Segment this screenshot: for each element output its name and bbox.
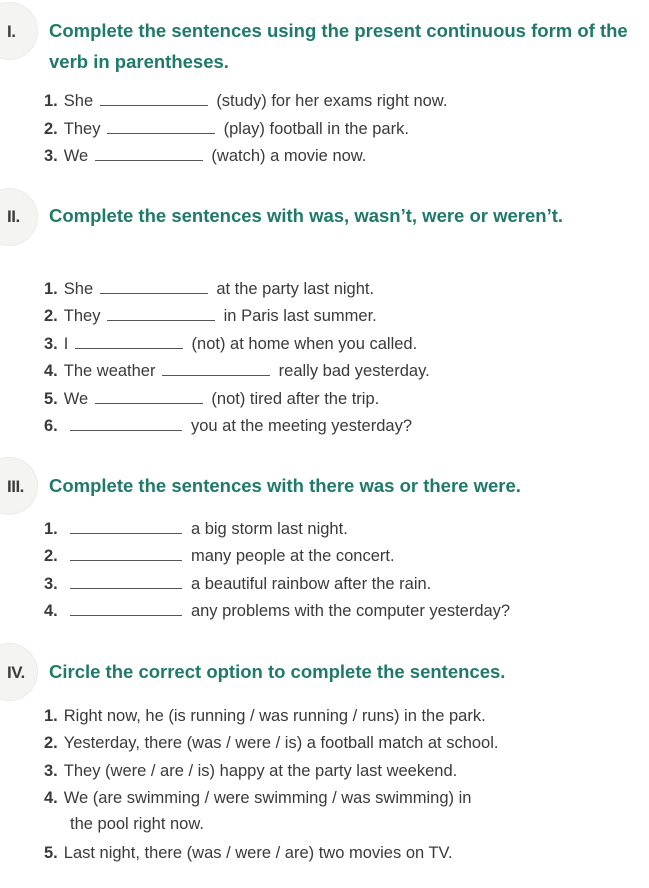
answer-blank[interactable]	[95, 389, 203, 404]
exercise-item: 6. you at the meeting yesterday?	[44, 417, 413, 435]
exercise-item: 3. We (watch) a movie now.	[44, 147, 367, 165]
exercise-item: 4. any problems with the computer yesterday?	[44, 602, 511, 620]
exercise-item: 2. many people at the concert.	[44, 547, 395, 565]
exercise-item: 4. The weather really bad yesterday.	[44, 362, 430, 380]
answer-blank[interactable]	[70, 416, 182, 431]
exercise-item: 1. She at the party last night.	[44, 280, 375, 298]
exercise-item: 1. She (study) for her exams right now.	[44, 92, 448, 110]
section-numeral: III.	[7, 477, 24, 496]
exercise-item: 1. a big storm last night.	[44, 520, 348, 538]
section-heading: Complete the sentences with was, wasn’t, were or weren’t.	[49, 205, 564, 226]
exercise-item: 2. They in Paris last summer.	[44, 307, 377, 325]
answer-blank[interactable]	[70, 574, 182, 589]
exercise-item: 5. We (not) tired after the trip.	[44, 390, 380, 408]
section-badge	[0, 2, 38, 60]
exercise-item: 3. a beautiful rainbow after the rain.	[44, 575, 432, 593]
exercise-item: 3. I (not) at home when you called.	[44, 335, 418, 353]
answer-blank[interactable]	[162, 361, 270, 376]
exercise-item[interactable]: 4. We (are swimming / were swimming / was swimming) in	[44, 789, 472, 807]
answer-blank[interactable]	[70, 519, 182, 534]
exercise-item[interactable]: 1. Right now, he (is running / was running / runs) in the park.	[44, 707, 486, 725]
section-numeral: II.	[7, 207, 20, 226]
answer-blank[interactable]	[100, 279, 208, 294]
answer-blank[interactable]	[70, 546, 182, 561]
exercise-item: 2. They (play) football in the park.	[44, 120, 409, 138]
answer-blank[interactable]	[95, 146, 203, 161]
answer-blank[interactable]	[70, 601, 182, 616]
exercise-item[interactable]: 2. Yesterday, there (was / were / is) a football match at school.	[44, 734, 499, 752]
exercise-item-continuation: the pool right now.	[70, 815, 204, 833]
answer-blank[interactable]	[107, 306, 215, 321]
answer-blank[interactable]	[75, 334, 183, 349]
section-heading: Complete the sentences with there was or there were.	[49, 475, 521, 496]
answer-blank[interactable]	[107, 119, 215, 134]
section-numeral: IV.	[7, 663, 25, 682]
section-heading: Complete the sentences using the present continuous form of the verb in parentheses.	[49, 20, 628, 72]
section-numeral: I.	[7, 22, 16, 41]
section-heading: Circle the correct option to complete the sentences.	[49, 661, 506, 682]
exercise-item[interactable]: 5. Last night, there (was / were / are) two movies on TV.	[44, 844, 453, 862]
answer-blank[interactable]	[100, 91, 208, 106]
exercise-item[interactable]: 3. They (were / are / is) happy at the party last weekend.	[44, 762, 458, 780]
